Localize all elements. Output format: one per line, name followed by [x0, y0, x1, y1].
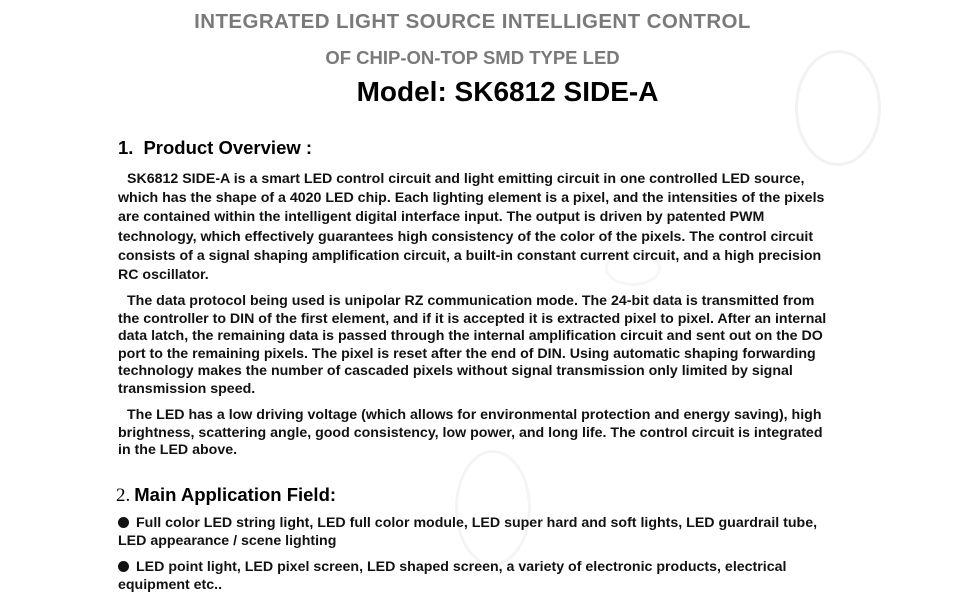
section-heading-product-overview	[118, 137, 312, 159]
list-item: Full color LED string light, LED full color module, LED super hard and soft lights, LED guardrail tube, LED appearance / scene lighting	[118, 515, 818, 549]
section-title: Main Application Field:	[134, 484, 337, 505]
bullet-icon	[118, 561, 129, 572]
model-heading: Model: SK6812 SIDE-A	[356, 76, 659, 107]
overview-paragraph: The data protocol being used is unipolar RZ communication mode. The 24-bit data is transmitted from the controller to DIN of the first element, and if it is accepted it is extracted pixel to pixel. After an internal data latch, the remaining data is passed through the internal amplification circuit and sent out on the DO port to the remaining pixels. The pixel is reset after the end of DIN. Using automatic shaping forwarding technology makes the number of cascaded pixels without signal transmission only limited by signal transmission speed.	[118, 293, 827, 397]
section-title: Product Overview :	[143, 137, 313, 158]
bullet-icon	[118, 517, 129, 528]
list-item: LED point light, LED pixel screen, LED shaped screen, a variety of electronic products, electrical equipment etc..	[118, 559, 787, 593]
overview-paragraph: The LED has a low driving voltage (which allows for environmental protection and energy saving), high brightness, scattering angle, good consistency, low power, and long life. The control circuit is integrated in the LED above.	[118, 407, 823, 459]
section-number: 1.	[118, 137, 134, 158]
document-title-line1: INTEGRATED LIGHT SOURCE INTELLIGENT CONTROL	[194, 10, 751, 33]
section-heading-application-field	[116, 484, 336, 507]
document-title-line2: OF CHIP-ON-TOP SMD TYPE LED	[325, 47, 620, 68]
section-number: 2.	[116, 485, 131, 506]
overview-paragraph: SK6812 SIDE-A is a smart LED control circuit and light emitting circuit in one controlled LED source, which has the shape of a 4020 LED chip. Each lighting element is a pixel, and the intensities of the pixels are contained within the intelligent digital interface input. The output is driven by patented PWM technology, which effectively guarantees high consistency of the color of the pixels. The control circuit consists of a signal shaping amplification circuit, a built-in constant current circuit, and a high precision RC oscillator.	[118, 171, 825, 284]
